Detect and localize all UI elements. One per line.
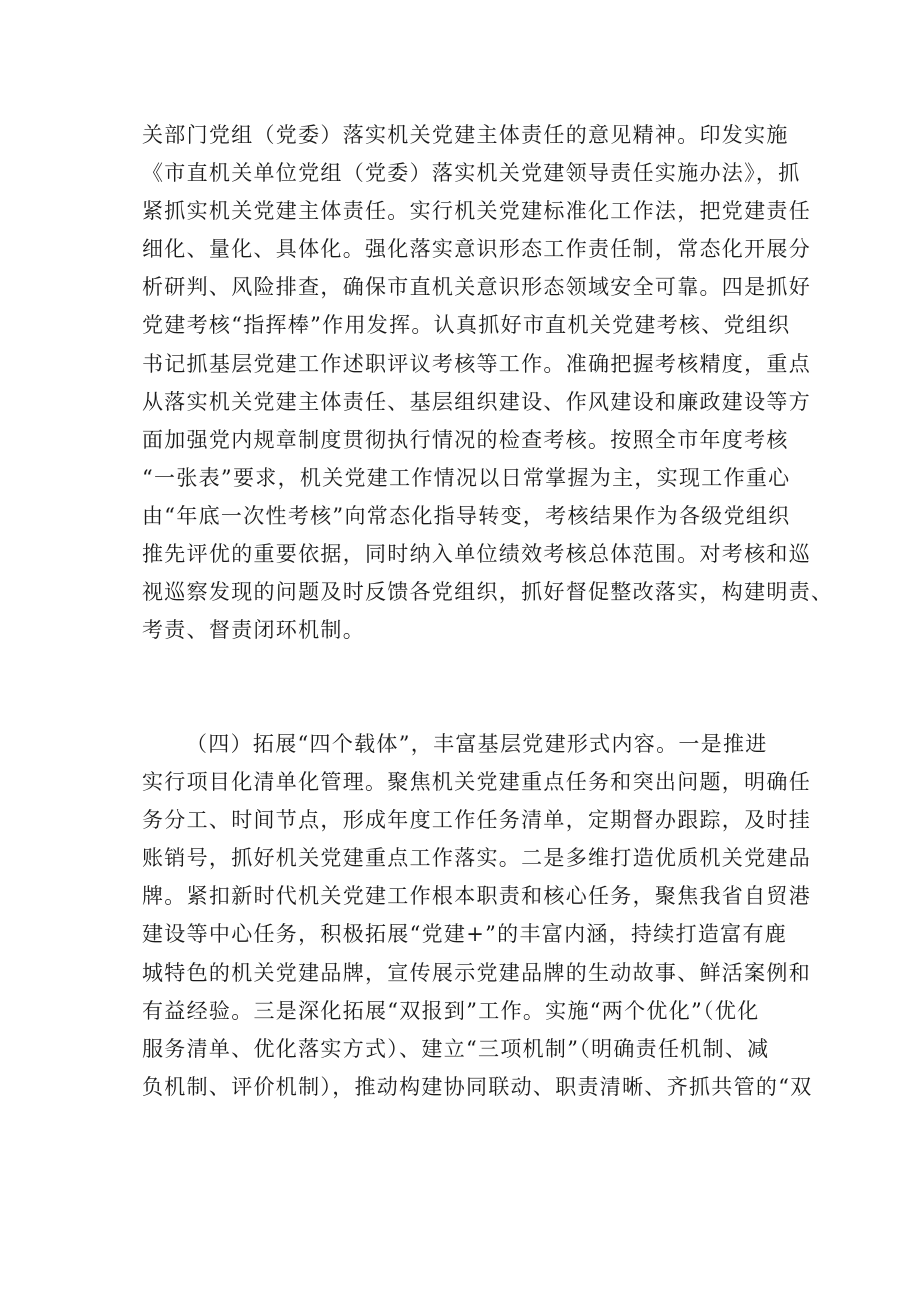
text-line: 细化、量化、具体化。强化落实意识形态工作责任制，常态化开展分 [142,237,811,262]
text-line: 视巡察发现的问题及时反馈各党组织，抓好督促整改落实，构建明责、 [142,580,834,605]
text-line: 实行项目化清单化管理。聚焦机关党建重点任务和突出问题，明确任 [142,770,811,795]
paragraph-four [142,725,813,1106]
text-line: 面加强党内规章制度贯彻执行情况的检查考核。按照全市年度考核 [142,427,789,452]
text-line: 党建考核“指挥棒”作用发挥。认真抓好市直机关党建考核、党组织 [142,313,791,338]
text-line: “一张表”要求，机关党建工作情况以日常掌握为主，实现工作重心 [142,465,791,490]
text-line: 务分工、时间节点，形成年度工作任务清单，定期督办跟踪，及时挂 [142,808,811,833]
paragraph-continued [142,116,834,649]
text-line: 从落实机关党建主体责任、基层组织建设、作风建设和廉政建设等方 [142,389,811,414]
text-line: （四）拓展“四个载体”，丰富基层党建形式内容。一是推进 [186,732,768,756]
text-line: 负机制、评价机制），推动构建协同联动、职责清晰、齐抓共管的“双 [142,1074,813,1099]
text-line: 关部门党组（党委）落实机关党建主体责任的意见精神。印发实施 [142,123,789,147]
text-line: 考责、督责闭环机制。 [142,618,365,643]
text-line: 建设等中心任务，积极拓展“党建+”的丰富内涵，持续打造富有鹿 [142,922,788,947]
text-line: 有益经验。三是深化拓展“双报到”工作。实施“两个优化”（优化 [142,998,760,1023]
text-line: 书记抓基层党建工作述职评议考核等工作。准确把握考核精度，重点 [142,351,811,376]
text-line: 推先评优的重要依据，同时纳入单位绩效考核总体范围。对考核和巡 [142,542,811,567]
text-line: 《市直机关单位党组（党委）落实机关党建领导责任实施办法》，抓 [142,161,801,186]
text-line: 牌。紧扣新时代机关党建工作根本职责和核心任务，聚焦我省自贸港 [142,884,811,909]
text-line: 析研判、风险排查，确保市直机关意识形态领域安全可靠。四是抓好 [142,275,811,300]
text-line: 服务清单、优化落实方式）、建立“三项机制”（明确责任机制、减 [142,1036,770,1061]
text-line: 账销号，抓好机关党建重点工作落实。二是多维打造优质机关党建品 [142,846,811,871]
text-line: 紧抓实机关党建主体责任。实行机关党建标准化工作法，把党建责任 [142,199,811,224]
text-line: 由“年底一次性考核”向常态化指导转变，考核结果作为各级党组织 [142,503,791,528]
text-line: 城特色的机关党建品牌，宣传展示党建品牌的生动故事、鲜活案例和 [142,960,811,985]
